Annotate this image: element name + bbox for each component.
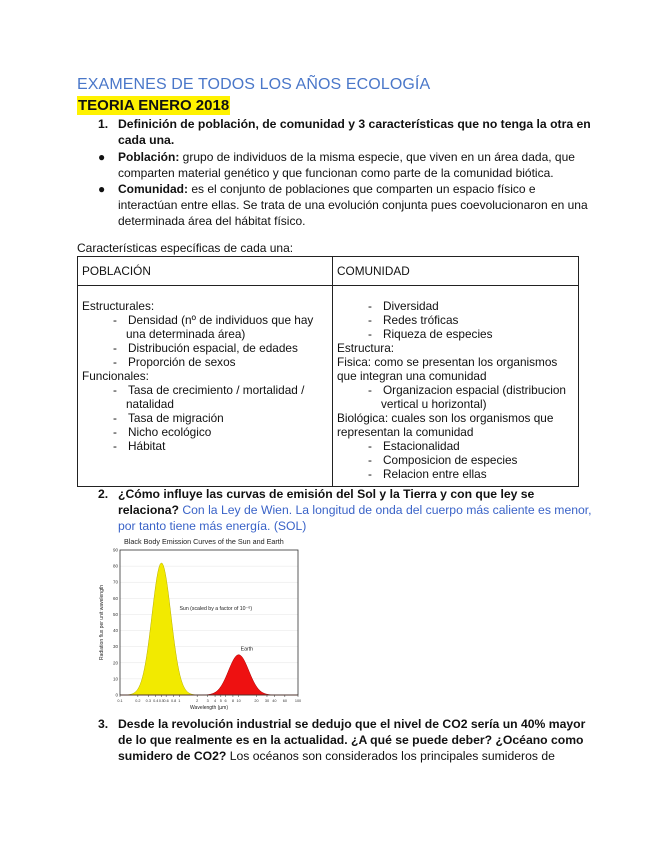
- estructurales-label: Estructurales:: [82, 299, 155, 313]
- definition-text: determinada área del hábitat físico.: [118, 214, 306, 228]
- x-tick-label: 0.4: [153, 699, 159, 703]
- x-tick-label: 3: [206, 699, 209, 703]
- header-poblacion: POBLACIÓN: [78, 257, 333, 286]
- y-tick-label: 50: [112, 611, 118, 617]
- x-tick-label: 0.8: [170, 699, 177, 703]
- x-tick-label: 1: [178, 699, 181, 703]
- y-tick-label: 30: [112, 644, 118, 650]
- answer-text: Los océanos son considerados los principales sumideros de: [226, 749, 555, 763]
- definition-text: es el conjunto de poblaciones que comparten un espacio físico e: [188, 182, 536, 196]
- x-tick-label: 30: [264, 699, 270, 703]
- funcionales-label: Funcionales:: [82, 369, 149, 383]
- earth-series-label: Earth: [240, 646, 254, 653]
- y-tick-label: 10: [112, 676, 118, 682]
- question-text: Desde la revolución industrial se dedujo que el nivel de CO2 sería un 40% mayor: [118, 717, 586, 731]
- question-text: sumidero de CO2?: [118, 749, 227, 763]
- sun-series-label: Sun (scaled by a factor of 10⁻⁶): [179, 605, 253, 612]
- section-heading: TEORIA ENERO 2018: [78, 97, 230, 114]
- question-number: 1.: [98, 117, 109, 131]
- list-item: - Redes tróficas: [368, 313, 459, 327]
- question-text: Definición de población, de comunidad y 3 características que no tenga la otra en: [118, 117, 591, 131]
- bullet-icon: ●: [98, 182, 106, 196]
- question-3: [98, 716, 588, 764]
- biologica-text: Biológica: cuales son los organismos que: [337, 411, 554, 425]
- y-tick-label: 20: [112, 660, 118, 666]
- list-item: - Nicho ecológico: [113, 425, 212, 439]
- term-label: Población:: [118, 150, 180, 164]
- x-tick-label: 0.5: [158, 699, 165, 703]
- bullet-icon: ●: [98, 150, 106, 164]
- list-item-continuation: vertical u horizontal): [381, 397, 487, 411]
- x-tick-label: 20: [254, 699, 259, 703]
- y-axis-label: Radiation flux per unit wavelength: [99, 584, 105, 661]
- list-item: - Hábitat: [113, 439, 166, 453]
- question-number: 2.: [98, 487, 109, 501]
- x-tick-label: 60: [282, 699, 287, 703]
- x-tick-label: 5: [219, 699, 222, 703]
- cell-poblacion: [78, 286, 333, 487]
- term-label: Comunidad:: [118, 182, 188, 196]
- definition-text: comparten material genético y que funcionan como parte de la comunidad biótica.: [118, 166, 554, 180]
- fisica-text: que integran una comunidad: [337, 369, 487, 383]
- x-tick-label: 0.2: [135, 699, 141, 703]
- cell-comunidad: [333, 286, 579, 487]
- definition-text: interactúan entre ellas. Se trata de una evolución conjunta pues coevolucionaron en una: [118, 198, 588, 212]
- question-text: relaciona?: [118, 503, 179, 517]
- characteristics-table: [77, 256, 579, 487]
- x-tick-label: 10: [236, 699, 241, 703]
- x-tick-label: 4: [213, 699, 217, 703]
- y-tick-label: 80: [112, 563, 118, 569]
- list-item: - Diversidad: [368, 299, 439, 313]
- list-item: - Organizacion espacial (distribucion: [368, 383, 566, 397]
- question-text: de lo que realmente es en la actualidad. ¿A qué se puede deber? ¿Océano como: [118, 733, 584, 747]
- list-item: - Densidad (nº de individuos que hay: [113, 313, 314, 327]
- x-tick-label: 0.3: [145, 699, 151, 703]
- x-tick-label: 8: [231, 699, 234, 703]
- fisica-text: Fisica: como se presentan los organismos: [337, 355, 558, 369]
- y-tick-label: 40: [112, 628, 118, 634]
- header-comunidad: COMUNIDAD: [333, 257, 579, 286]
- y-tick-label: 90: [112, 547, 118, 553]
- x-tick-label: 2: [196, 699, 199, 703]
- question-text: ¿Cómo influye las curvas de emisión del Sol y la Tierra y con que ley se: [118, 487, 535, 501]
- emission-chart: [98, 532, 316, 710]
- list-item-continuation: una determinada área): [126, 327, 246, 341]
- list-item: - Estacionalidad: [368, 439, 460, 453]
- bullet-comunidad: [98, 181, 588, 229]
- sun-emission-curve: [120, 563, 298, 695]
- estructura-label: Estructura:: [337, 341, 395, 355]
- x-tick-label: 40: [272, 699, 277, 703]
- definition-text: grupo de individuos de la misma especie, que viven en un área dada, que: [179, 150, 575, 164]
- x-axis-label: Wavelength (µm): [190, 705, 228, 710]
- document-title: EXAMENES DE TODOS LOS AÑOS ECOLOGÍA: [77, 76, 431, 93]
- question-text: cada una.: [118, 133, 175, 147]
- bullet-poblacion: [98, 149, 578, 181]
- list-item: - Tasa de crecimiento / mortalidad /: [113, 383, 305, 397]
- x-tick-label: 0.6: [163, 699, 169, 703]
- emission-chart-svg: [98, 532, 316, 710]
- table-caption: Características específicas de cada una:: [77, 241, 294, 255]
- y-tick-label: 0: [115, 692, 118, 698]
- list-item-continuation: natalidad: [126, 397, 174, 411]
- answer-text: Con la Ley de Wien. La longitud de onda del cuerpo más caliente es menor,: [178, 503, 592, 517]
- y-tick-label: 70: [112, 579, 118, 585]
- biologica-text: representan la comunidad: [337, 425, 474, 439]
- list-item: - Relacion entre ellas: [368, 467, 487, 481]
- chart-title: Black Body Emission Curves of the Sun and Earth: [124, 537, 284, 546]
- list-item: - Proporción de sexos: [113, 355, 236, 369]
- question-number: 3.: [98, 717, 109, 731]
- list-item: - Tasa de migración: [113, 411, 224, 425]
- x-tick-label: 0.1: [117, 699, 123, 703]
- question-2: [98, 486, 592, 534]
- question-1: [98, 116, 591, 148]
- list-item: - Distribución espacial, de edades: [113, 341, 298, 355]
- list-item: - Composicion de especies: [368, 453, 518, 467]
- x-tick-label: 6: [224, 699, 227, 703]
- list-item: - Riqueza de especies: [368, 327, 493, 341]
- answer-text: por tanto tiene más energía. (SOL): [118, 519, 307, 533]
- x-tick-label: 100: [294, 699, 302, 703]
- y-tick-label: 60: [112, 595, 118, 601]
